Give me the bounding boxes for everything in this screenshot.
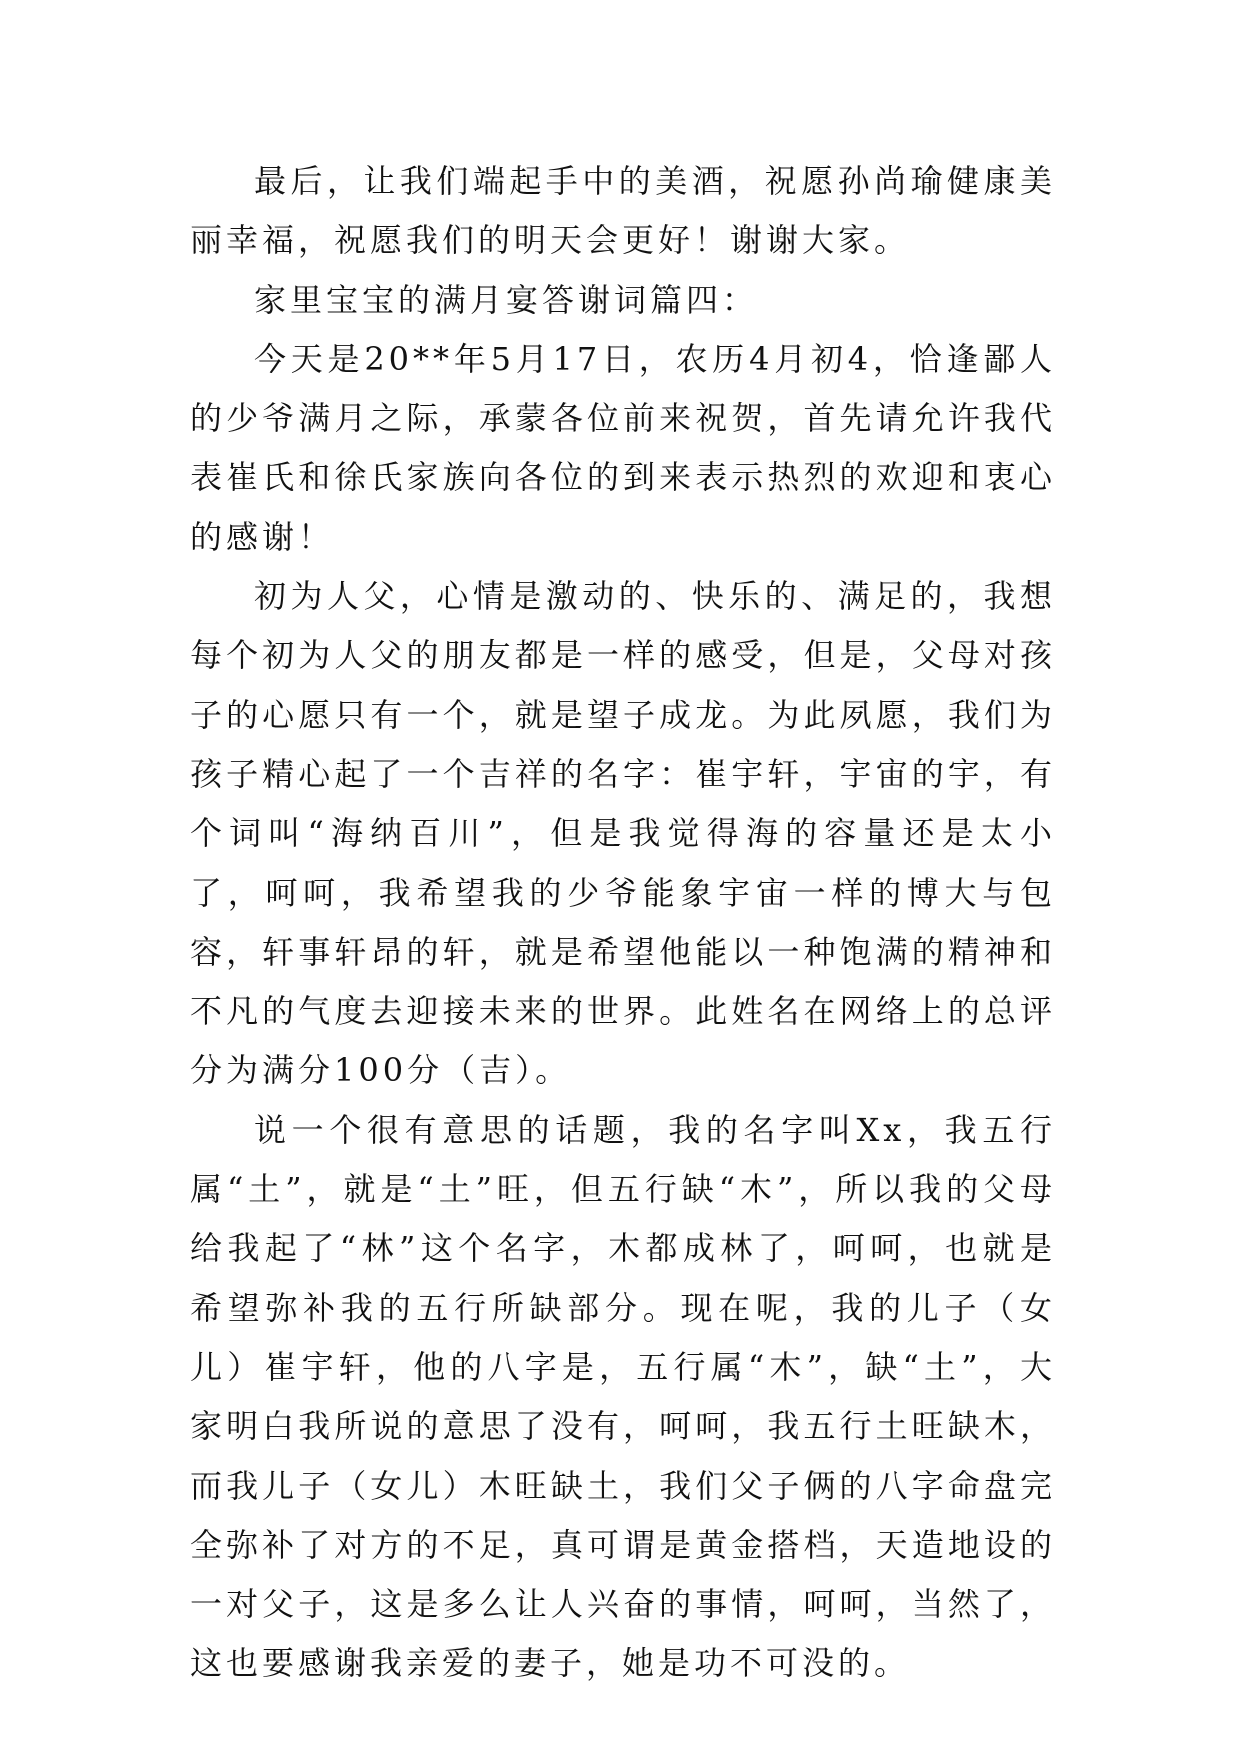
document-body: [190, 152, 1056, 1694]
paragraph-five-elements: 说一个很有意思的话题，我的名字叫Xx，我五行属“土”，就是“土”旺，但五行缺“木”，所以我的父母给我起了“林”这个名字，木都成林了，呵呵，也就是希望弥补我的五行所缺部分。现在呢，我的儿子（女儿）崔宇轩，他的八字是，五行属“木”，缺“土”，大家明白我所说的意思了没有，呵呵，我五行土旺缺木，而我儿子（女儿）木旺缺土，我们父子俩的八字命盘完全弥补了对方的不足，真可谓是黄金搭档，天造地设的一对父子，这是多么让人兴奋的事情，呵呵，当然了，这也要感谢我亲爱的妻子，她是功不可没的。: [190, 1110, 1056, 1683]
paragraph-closing-toast: 最后，让我们端起手中的美酒，祝愿孙尚瑜健康美丽幸福，祝愿我们的明天会更好！谢谢大家。: [190, 162, 1056, 260]
paragraph-name-meaning: 初为人父，心情是激动的、快乐的、满足的，我想每个初为人父的朋友都是一样的感受，但是，父母对孩子的心愿只有一个，就是望子成龙。为此夙愿，我们为孩子精心起了一个吉祥的名字：崔宇轩，宇宙的宇，有个词叫“海纳百川”，但是我觉得海的容量还是太小了，呵呵，我希望我的少爷能象宇宙一样的博大与包容，轩事轩昂的轩，就是希望他能以一种饱满的精神和不凡的气度去迎接未来的世界。此姓名在网络上的总评分为满分100分（吉）。: [190, 577, 1056, 1090]
paragraph-date-welcome: 今天是20**年5月17日，农历4月初4，恰逢鄙人的少爷满月之际，承蒙各位前来祝贺，首先请允许我代表崔氏和徐氏家族向各位的到来表示热烈的欢迎和衷心的感谢！: [190, 339, 1056, 556]
section-heading: 家里宝宝的满月宴答谢词篇四：: [254, 280, 759, 319]
